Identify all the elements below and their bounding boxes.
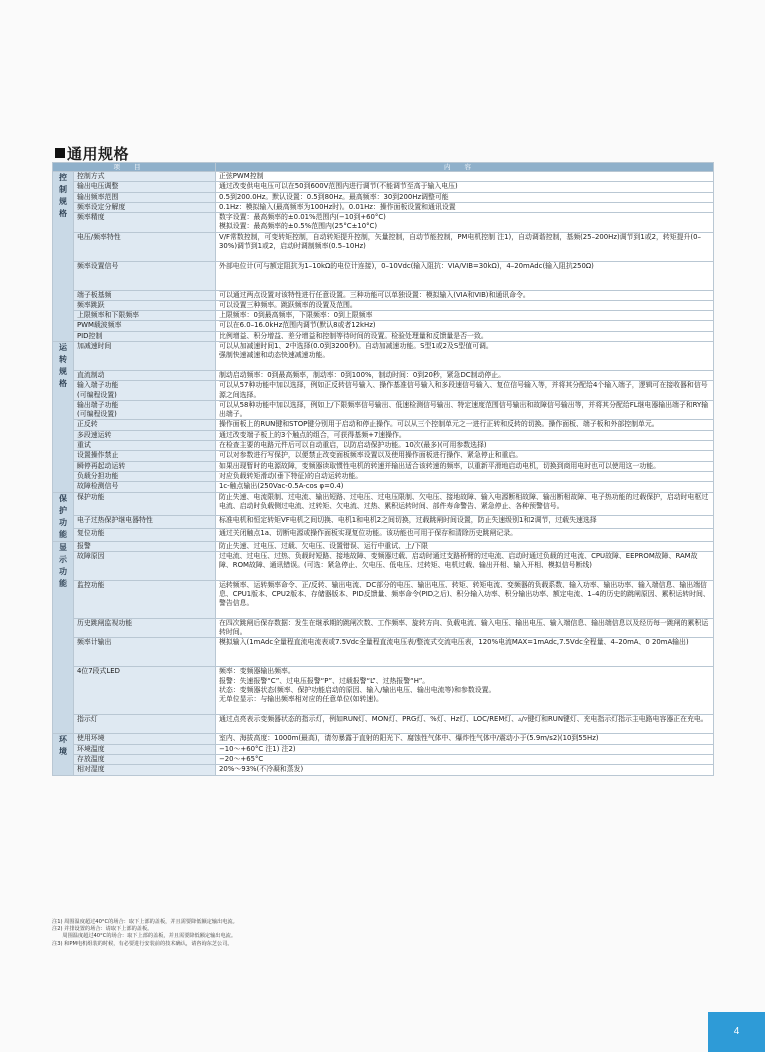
content-cell: −10～+60°C 注1) 注2) (216, 744, 714, 754)
table-row (53, 172, 714, 182)
item-cell: 控制方式 (74, 172, 216, 182)
item-cell: 保护功能 (74, 492, 216, 516)
table-row (53, 744, 714, 754)
category-cell (53, 734, 74, 775)
item-cell: 频率跳跃 (74, 300, 216, 310)
content-cell: 1c-触点输出(250Vac-0.5A-cos φ=0.4) (216, 482, 714, 492)
category-label: 环境 (59, 735, 67, 757)
content-cell: 标准电机和恒定转矩VF电机之间切换、电机1和电机2之间切换，过载跳闸时间设置，防止失速级别1和2调节，过载失速选择 (216, 516, 714, 529)
spec-table (52, 162, 714, 776)
content-cell: 模拟输入(1mAdc全量程直流电流表或7.5Vdc全量程直流电压表/整流式交流电压表，120%电流MAX=1mAdc,7.5Vdc全程量、4–20mA、0 20mA输出) (216, 638, 714, 667)
content-cell: 对应负载转矩滑动(垂下特征)的自动运转功能。 (216, 471, 714, 481)
item-cell: 设置操作禁止 (74, 451, 216, 461)
content-cell: 在检查主要的电路元件后可以自动重启，以防启动保护功能。10次(最多)(可用参数选择) (216, 441, 714, 451)
table-row (53, 451, 714, 461)
content-cell: 制动启动频率：0到最高频率，制动率：0到100%，制动时间：0到20秒，紧急DC制动停止。 (216, 370, 714, 380)
content-cell: 可以设置三种频率。跳跃频率的设置及范围。 (216, 300, 714, 310)
item-cell: 输出端子功能 (可编程设置) (74, 400, 216, 420)
table-row (53, 461, 714, 471)
content-cell: 频率：变频器输出频率。 报警：失速报警“C”、过电压报警“P”、过载报警“L”、过热报警“H”。 状态：变频器状态(频率、保护功能启动的原因、输入/输出电压、输出电流等)和参数设置。 无单位显示：与输出频率相对应的任意单位(如转速)。 (216, 667, 714, 715)
item-cell: 相对湿度 (74, 765, 216, 775)
category-cell (53, 492, 74, 541)
item-cell: PWM载波频率 (74, 321, 216, 331)
table-row (53, 182, 714, 192)
table-row (53, 321, 714, 331)
content-cell: 通过点亮表示变频器状态的指示灯，例如RUN灯、MON灯、PRG灯、%灯、Hz灯、LOC/REM灯、▵/▿键灯和RUN键灯、充电指示灯指示主电路电容器正在充电。 (216, 714, 714, 734)
content-cell: 0.1Hz：模拟输入(最高频率为100Hz时)。0.01Hz：操作面板设置和通讯设置 (216, 202, 714, 212)
page-number: 4 (708, 1012, 765, 1052)
content-cell: 上限频率：0到最高频率，下限频率：0到上限频率 (216, 311, 714, 321)
item-cell: PID控制 (74, 331, 216, 341)
content-cell: 防止失速、电流限制、过电流、输出短路、过电压、过电压限制、欠电压、接地故障、输入电源断相故障、输出断相故障、电子热功能的过载保护，启动时电枢过电流、启动时负载侧过电流、过转矩、欠电流、过热、累积运转时间、部件寿命警告、紧急停止、各种预警信号。 (216, 492, 714, 516)
item-cell: 频率计输出 (74, 638, 216, 667)
table-header (53, 163, 714, 172)
table-row (53, 311, 714, 321)
content-cell: 外部电位计(可与额定阻抗为1–10kΩ的电位计连接)，0–10Vdc(输入阻抗：VIA/VIB=30kΩ)，4–20mAdc(输入阻抗250Ω) (216, 261, 714, 290)
content-cell: 比例增益、积分增益、差分增益和控制等待时间的设置。检验处理量和反馈量是否一致。 (216, 331, 714, 341)
item-cell: 历史跳闸监视功能 (74, 618, 216, 638)
item-cell: 环境温度 (74, 744, 216, 754)
item-cell: 指示灯 (74, 714, 216, 734)
table-row (53, 342, 714, 371)
footnote: 注2) 并排设置的场合：请取下上部的盖板。 (52, 926, 153, 933)
content-cell: 20%～93%(不冷凝和蒸发) (216, 765, 714, 775)
content-cell: 可以从58种功能中加以选择，例如上/下限频率信号输出、低速检测信号输出、特定速度范围信号输出和故障信号输出等，并将其分配给FL继电器输出端子和RY输出端子。 (216, 400, 714, 420)
table-row (53, 420, 714, 430)
content-cell: 可以从加减速时间1、2中选择(0.0到3200秒)。自动加减速功能。S型1或2及S型值可调。 强制快速减速和动态快速减速功能。 (216, 342, 714, 371)
content-cell: 正弦PWM控制 (216, 172, 714, 182)
content-cell: 可以对参数进行写保护，以便禁止改变面板频率设置以及使用操作面板进行操作、紧急停止和重启。 (216, 451, 714, 461)
table-row (53, 290, 714, 300)
item-cell: 负载分担功能 (74, 471, 216, 481)
item-cell: 频率设定分解度 (74, 202, 216, 212)
content-cell: 0.5到200.0Hz。默认设置：0.5到80Hz。最高频率：30到200Hz调整可能 (216, 192, 714, 202)
table-row (53, 471, 714, 481)
table-row (53, 482, 714, 492)
table-row (53, 381, 714, 401)
table-row (53, 202, 714, 212)
item-cell: 电压/频率特性 (74, 232, 216, 261)
category-cell (53, 541, 74, 734)
content-cell: −20～+65°C (216, 755, 714, 765)
category-label: 显示功能 (59, 542, 67, 588)
item-cell: 电子过热保护继电器特性 (74, 516, 216, 529)
table-row (53, 528, 714, 541)
item-cell: 监控功能 (74, 580, 216, 618)
item-cell: 输出电压调整 (74, 182, 216, 192)
content-cell: 数字设置：最高频率的±0.01%范围内(−10到+60°C) 模拟设置：最高频率的±0.5%范围内(25°C±10°C) (216, 213, 714, 233)
footnote: 注1) 周围温度超过40°C的场合：取下上部的盖板，并且需要降低额定输出电流。 (52, 919, 238, 925)
table-row (53, 331, 714, 341)
category-label: 保护功能 (59, 493, 67, 539)
item-cell: 输出频率范围 (74, 192, 216, 202)
table-row (53, 765, 714, 775)
table-row (53, 430, 714, 440)
table-row (53, 441, 714, 451)
table-row (53, 638, 714, 667)
category-cell (53, 342, 74, 492)
content-cell: 在四次跳闸后保存数据：发生在继承期的跳闸次数、工作频率、旋转方向、负载电流、输入电压、输出电压、输入端信息、输出端信息以及经历每一跳闸的累积运转时间。 (216, 618, 714, 638)
footnote: 注3) 和PM电机组装的时候，有必要进行安装前的技术确认，请咨询东芝公司。 (52, 940, 233, 947)
item-cell: 瞬停再起动运转 (74, 461, 216, 471)
category-cell (53, 172, 74, 342)
table-row (53, 300, 714, 310)
item-cell: 加减速时间 (74, 342, 216, 371)
content-cell: 可以在6.0–16.0kHz范围内调节(默认8或者12kHz) (216, 321, 714, 331)
content-cell: 防止失速、过电压、过载、欠电压、设置错误、运行中重试、上/下限 (216, 541, 714, 551)
item-cell: 频率精度 (74, 213, 216, 233)
table-row (53, 370, 714, 380)
table-row (53, 551, 714, 580)
table-row (53, 755, 714, 765)
table-row (53, 192, 714, 202)
footnote: 周围温度超过40°C的场合：取下上部的盖板，并且需要降低额定输出电流。 (52, 933, 237, 940)
table-row (53, 492, 714, 516)
table-row (53, 213, 714, 233)
item-cell: 端子板基频 (74, 290, 216, 300)
content-cell: 如果出现暂时的电源故障，变频器读取惯性电机的转速并输出适合该转速的频率，以重新平滑地启动电机，切换到商用电时也可以使用这一功能。 (216, 461, 714, 471)
content-cell: 操作面板上的RUN键和STOP键分别用于启动和停止操作。可以从三个控制单元之一进行正转和反转的切换。操作面板、端子板和外部控制单元。 (216, 420, 714, 430)
item-cell: 频率设置信号 (74, 261, 216, 290)
category-label: 运转规格 (59, 343, 67, 389)
item-cell: 上限频率和下限频率 (74, 311, 216, 321)
table-row (53, 667, 714, 715)
item-cell: 正反转 (74, 420, 216, 430)
section-title: 通用规格 (55, 143, 129, 164)
content-cell: 可以通过两点设置对该特性进行任意设置。三种功能可以单独设置：模拟输入(VIA和VIB)和通讯命令。 (216, 290, 714, 300)
content-cell: 室内、海拔高度：1000m(最高)，请勿暴露于直射的阳光下、腐蚀性气体中、爆炸性气体中/震动小于(5.9m/s2)(10到55Hz) (216, 734, 714, 744)
table-row (53, 714, 714, 734)
table-row (53, 541, 714, 551)
category-label: 控制规格 (59, 173, 67, 218)
content-cell: 通过关闭触点1a、切断电源或操作面板实现复位功能。该功能也可用于保存和清除历史跳闸记录。 (216, 528, 714, 541)
header-item: 项目 (53, 163, 216, 172)
item-cell: 输入端子功能 (可编程设置) (74, 381, 216, 401)
table-row (53, 580, 714, 618)
table-row (53, 232, 714, 261)
item-cell: 使用环境 (74, 734, 216, 744)
item-cell: 故障原因 (74, 551, 216, 580)
item-cell: 多段速运转 (74, 430, 216, 440)
item-cell: 故障检测信号 (74, 482, 216, 492)
content-cell: 过电流、过电压、过热、负载时短路、接地故障、变频器过载、启动时通过支路桥臂的过电流、启动时通过负载的过电流、CPU故障、EEPROM故障、RAM故障、ROM故障、通讯错误。(可选：紧急停止、欠电压、低电压、过转矩、电机过载、输出开相、输入开相、模拟信号断线) (216, 551, 714, 580)
content-cell: V/F常数控制，可变转矩控制，自动转矩提升控制，矢量控制，自动节能控制，PM电机控制 注1)，自动调谐控制，基频(25–200Hz)调节到1或2，转矩提升(0–30%)调节到1或2，启动时调制频率(0.5–10Hz) (216, 232, 714, 261)
content-cell: 通过改变端子板上的3个触点的组合，可获得基频+7速操作。 (216, 430, 714, 440)
table-row (53, 261, 714, 290)
table-row (53, 516, 714, 529)
item-cell: 4位7段式LED (74, 667, 216, 715)
content-cell: 通过改变供电电压可以在50到600V范围内进行调节(不能调节至高于输入电压) (216, 182, 714, 192)
content-cell: 可以从57种功能中加以选择，例如正反转信号输入、操作基准信号输入和多段速信号输入、复位信号输入等，并将其分配给4个输入端子，逻辑可在接收器和信号源之间选择。 (216, 381, 714, 401)
item-cell: 报警 (74, 541, 216, 551)
table-row (53, 734, 714, 744)
square-bullet-icon (55, 148, 65, 158)
header-content: 内容 (216, 163, 714, 172)
item-cell: 复位功能 (74, 528, 216, 541)
table-row (53, 618, 714, 638)
content-cell: 运转频率、运转频率命令、正/反转、输出电流、DC部分的电压、输出电压、转矩、转矩电流、变频器的负载系数、输入功率、输出功率、输入端信息、输出端信息、CPU1版本、CPU2版本、存储器版本、PID反馈量、频率命令(PID之后)、积分输入功率、积分输出功率、额定电流、1–4的历史的跳闸原因、累积运转时间、警告信息。 (216, 580, 714, 618)
footnotes (52, 919, 692, 948)
table-row (53, 400, 714, 420)
item-cell: 存放温度 (74, 755, 216, 765)
item-cell: 重试 (74, 441, 216, 451)
item-cell: 直流制动 (74, 370, 216, 380)
